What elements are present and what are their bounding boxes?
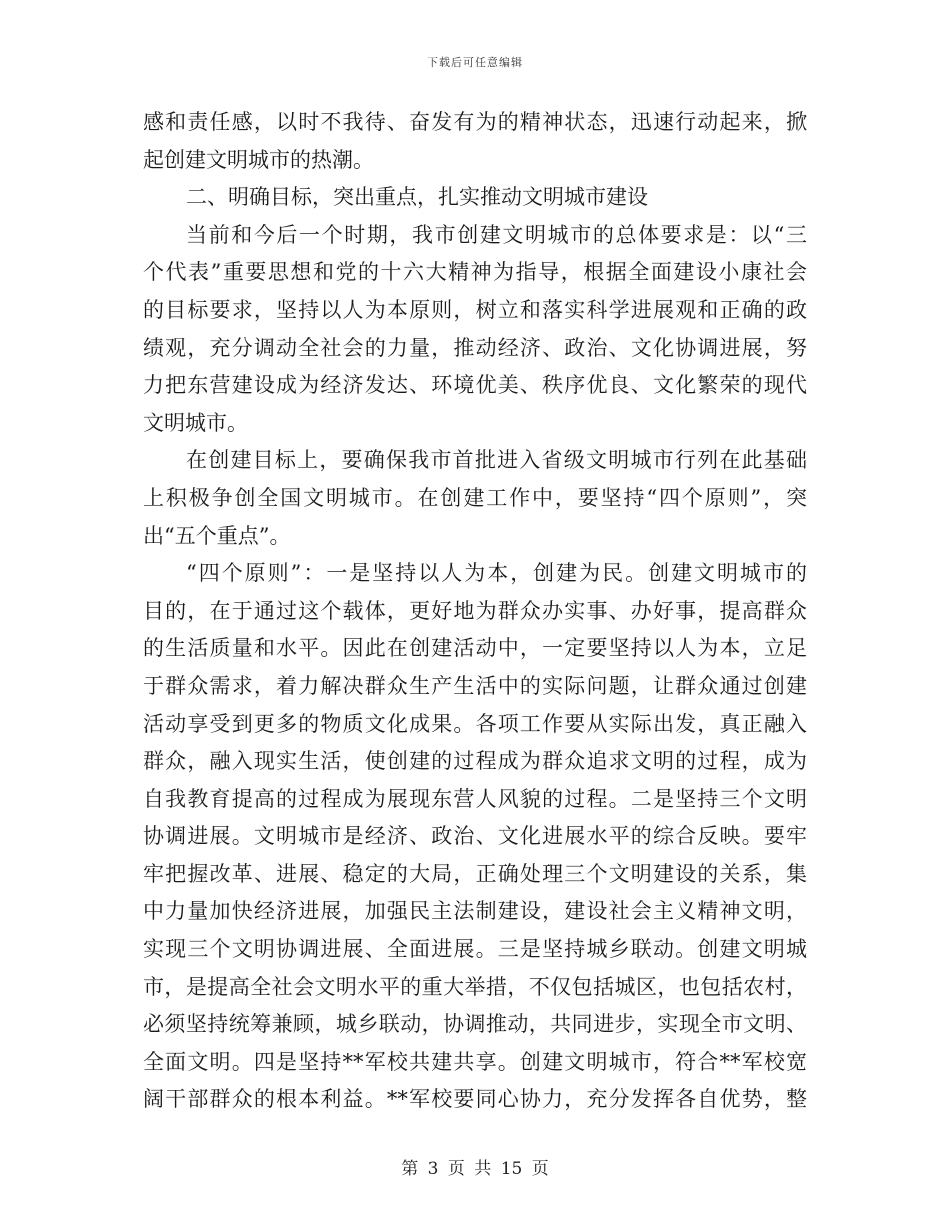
text-line: 市，是提高全社会文明水平的重大举措，不仅包括城区，也包括农村， <box>143 974 807 999</box>
text-line: 当前和今后一个时期，我市创建文明城市的总体要求是：以“三 <box>186 222 807 247</box>
text-line: 的生活质量和水平。因此在创建活动中，一定要坚持以人为本，立足 <box>143 636 807 661</box>
page-footer: 第 3 页 共 15 页 <box>401 1159 549 1179</box>
text-line: 二、明确目标，突出重点，扎实推动文明城市建设 <box>186 185 648 210</box>
text-line: 群众，融入现实生活，使创建的过程成为群众追求文明的过程，成为 <box>143 749 807 774</box>
text-line: 出“五个重点”。 <box>143 523 291 548</box>
text-line: 在创建目标上，要确保我市首批进入省级文明城市行列在此基础 <box>186 448 807 473</box>
text-line: 活动享受到更多的物质文化成果。各项工作要从实际出发，真正融入 <box>143 711 807 736</box>
text-line: 起创建文明城市的热潮。 <box>143 147 374 172</box>
text-line: 上积极争创全国文明城市。在创建工作中，要坚持“四个原则”，突 <box>143 485 807 510</box>
text-line: 实现三个文明协调进展、全面进展。三是坚持城乡联动。创建文明城 <box>143 937 807 962</box>
text-line: 自我教育提高的过程成为展现东营人风貌的过程。二是坚持三个文明 <box>143 786 807 811</box>
text-line: 力把东营建设成为经济发达、环境优美、秩序优良、文化繁荣的现代 <box>143 373 807 398</box>
text-line: 协调进展。文明城市是经济、政治、文化进展水平的综合反映。要牢 <box>143 824 807 849</box>
text-line: 感和责任感，以时不我待、奋发有为的精神状态，迅速行动起来，掀 <box>143 110 807 134</box>
text-line: 必须坚持统筹兼顾，城乡联动，协调推动，共同进步，实现全市文明、 <box>143 1012 807 1037</box>
text-line: 绩观，充分调动全社会的力量，推动经济、政治、文化协调进展，努 <box>143 335 807 360</box>
document-body <box>143 104 807 1119</box>
text-line: 文明城市。 <box>143 410 248 435</box>
text-line: 目的，在于通过这个载体，更好地为群众办实事、办好事，提高群众 <box>143 598 807 623</box>
text-line: 阔干部群众的根本利益。**军校要同心协力，充分发挥各自优势，整 <box>143 1087 807 1112</box>
page-header: 下载后可任意编辑 <box>427 56 523 69</box>
text-line: 中力量加快经济进展，加强民主法制建设，建设社会主义精神文明， <box>143 899 807 924</box>
text-line: 的目标要求，坚持以人为本原则，树立和落实科学进展观和正确的政 <box>143 297 807 322</box>
text-line: 于群众需求，着力解决群众生产生活中的实际问题，让群众通过创建 <box>143 673 807 698</box>
text-line: 个代表”重要思想和党的十六大精神为指导，根据全面建设小康社会 <box>143 260 807 285</box>
text-line: 牢把握改革、进展、稳定的大局，正确处理三个文明建设的关系，集 <box>143 861 807 886</box>
text-line: “四个原则”：一是坚持以人为本，创建为民。创建文明城市的 <box>186 561 807 586</box>
text-line: 全面文明。四是坚持**军校共建共享。创建文明城市，符合**军校宽 <box>143 1049 807 1074</box>
